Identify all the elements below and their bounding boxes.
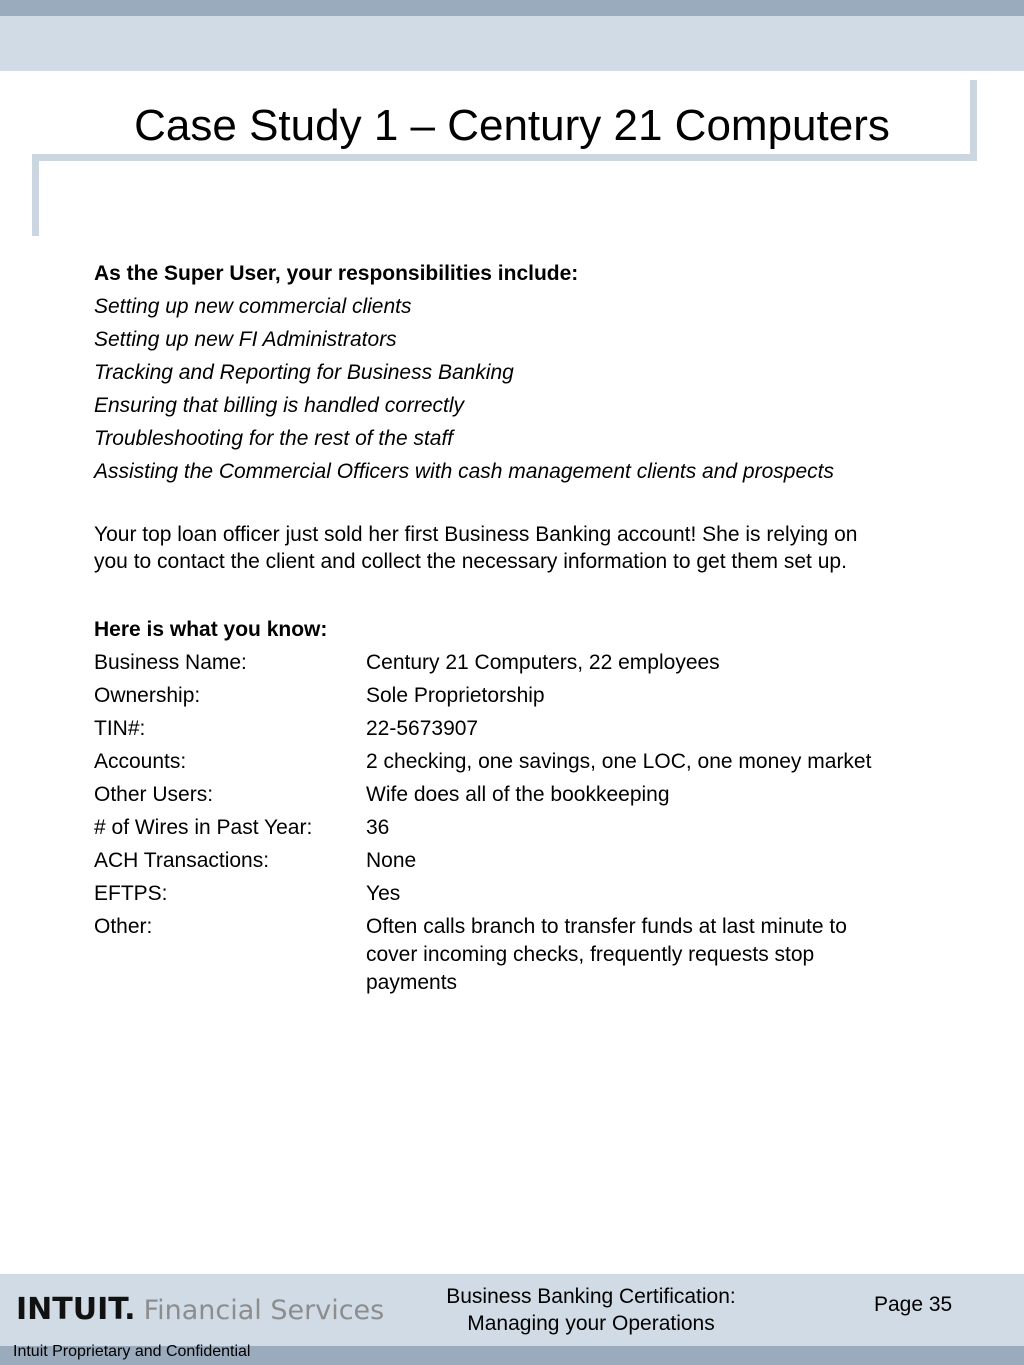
known-value: Sole Proprietorship <box>366 684 545 707</box>
known-row <box>94 778 954 811</box>
scenario-line: you to contact the client and collect the necessary information to get them set up. <box>94 550 847 573</box>
known-value: 22-5673907 <box>366 717 479 740</box>
scenario-paragraph <box>94 521 944 575</box>
logo-wordmark: INTUIT. <box>16 1292 136 1327</box>
title-frame-left <box>32 154 39 236</box>
responsibility-item: Setting up new commercial clients <box>94 295 412 318</box>
known-label: Other Users: <box>94 783 214 806</box>
known-label: EFTPS: <box>94 882 168 905</box>
known-value: None <box>366 849 417 872</box>
known-heading: Here is what you know: <box>94 618 328 641</box>
known-value: 2 checking, one savings, one LOC, one money market <box>366 750 872 773</box>
header-top-stripe <box>0 0 1024 16</box>
known-label: Ownership: <box>94 684 201 707</box>
course-line: Business Banking Certification: <box>446 1285 736 1308</box>
known-label: Accounts: <box>94 750 187 773</box>
title-frame-underline <box>32 154 977 161</box>
known-label: Business Name: <box>94 651 247 674</box>
known-value-other <box>366 910 954 997</box>
known-row <box>94 745 954 778</box>
responsibilities-list <box>94 290 954 488</box>
other-value-line: Often calls branch to transfer funds at last minute to <box>366 915 847 938</box>
known-row <box>94 811 954 844</box>
other-value-line: cover incoming checks, frequently requests stop <box>366 943 815 966</box>
known-row <box>94 877 954 910</box>
known-value: 36 <box>366 816 390 839</box>
responsibility-item: Ensuring that billing is handled correctly <box>94 394 465 417</box>
intuit-logo <box>16 1292 384 1332</box>
responsibility-item: Setting up new FI Administrators <box>94 328 397 351</box>
other-value-line: payments <box>366 971 458 994</box>
course-title <box>410 1283 772 1337</box>
header-band <box>0 16 1024 71</box>
known-row <box>94 712 954 745</box>
known-value: Yes <box>366 882 401 905</box>
responsibility-item: Troubleshooting for the rest of the staff <box>94 427 454 450</box>
slide-content <box>94 257 954 997</box>
page-number: Page 35 <box>874 1293 953 1316</box>
logo-subtitle: Financial Services <box>143 1295 385 1326</box>
responsibilities-heading: As the Super User, your responsibilities include: <box>94 262 579 285</box>
course-line: Managing your Operations <box>467 1312 715 1335</box>
known-value: Century 21 Computers, 22 employees <box>366 651 720 674</box>
known-label: TIN#: <box>94 717 146 740</box>
known-value: Wife does all of the bookkeeping <box>366 783 670 806</box>
known-label: # of Wires in Past Year: <box>94 816 313 839</box>
known-row <box>94 844 954 877</box>
known-label: Other: <box>94 915 153 938</box>
known-row <box>94 646 954 679</box>
known-table <box>94 646 954 997</box>
known-label: ACH Transactions: <box>94 849 270 872</box>
known-row-other <box>94 910 954 997</box>
known-row <box>94 679 954 712</box>
slide-title: Case Study 1 – Century 21 Computers <box>134 101 890 150</box>
confidential-notice: Intuit Proprietary and Confidential <box>13 1343 251 1360</box>
responsibility-item: Assisting the Commercial Officers with cash management clients and prospects <box>94 460 834 483</box>
responsibility-item: Tracking and Reporting for Business Banking <box>94 361 514 384</box>
scenario-line: Your top loan officer just sold her first Business Banking account! She is relying on <box>94 523 858 546</box>
